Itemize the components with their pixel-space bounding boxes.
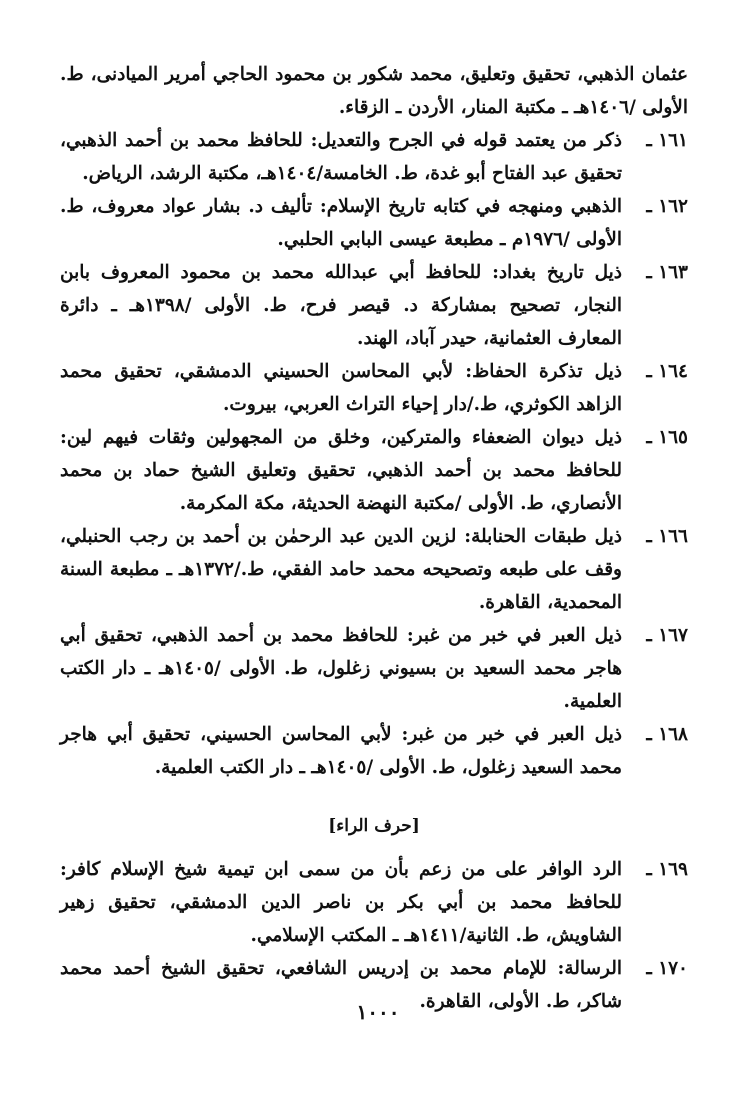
entry-text: عثمان الذهبي، تحقيق وتعليق، محمد شكور بن محمود الحاجي أمرير الميادنی، ط. الأولى /١٤٠٦هـ ـ مكتبة المنار، الأردن ـ الزقاء.: [60, 64, 688, 118]
entry-text: ذكر من يعتمد قوله في الجرح والتعديل: للحافظ محمد بن أحمد الذهبي، تحقيق عبد الفتاح أبو غدة، ط. الخامسة/١٤٠٤هـ، مكتبة الرشد، الرياض.: [60, 130, 622, 184]
bibliography-entry: [60, 853, 688, 952]
entry-number: ١٦١ ـ: [646, 130, 688, 151]
entry-number: ١٦٥ ـ: [646, 427, 688, 448]
bibliography-entry: [60, 421, 688, 520]
bibliography-entry: [60, 190, 688, 256]
entry-number: ١٦٦ ـ: [646, 526, 688, 547]
page-number: ١٠٠٠: [356, 1000, 400, 1024]
bibliography-entry: [60, 520, 688, 619]
entry-number: ١٦٢ ـ: [646, 196, 688, 217]
entry-number: ١٦٩ ـ: [646, 859, 688, 880]
bibliography-entry: [60, 619, 688, 718]
entry-text: ذيل العبر في خبر من غبر: لأبي المحاسن الحسيني، تحقيق أبي هاجر محمد السعيد زغلول، ط. الأولى /١٤٠٥هـ ـ دار الكتب العلمية.: [60, 724, 622, 778]
bibliography-entry: [60, 58, 688, 124]
bibliography-entry: [60, 256, 688, 355]
entry-text: ذيل طبقات الحنابلة: لزين الدين عبد الرحمٰن بن أحمد بن رجب الحنبلي، وقف على طبعه وتصحيحه محمد حامد الفقي، ط./١٣٧٢هـ ـ مطبعة السنة المحمدية، القاهرة.: [60, 526, 622, 613]
entry-text: ذيل العبر في خبر من غبر: للحافظ محمد بن أحمد الذهبي، تحقيق أبي هاجر محمد السعيد بن بسيوني زغلول، ط. الأولى /١٤٠٥هـ ـ دار الكتب العلمية.: [60, 625, 622, 712]
bibliography-entry: [60, 718, 688, 784]
bibliography-page: [60, 58, 688, 1018]
section-heading: [حرف الراء]: [328, 816, 420, 836]
entry-number: ١٧٠ ـ: [646, 958, 688, 979]
bibliography-entry: [60, 355, 688, 421]
entry-number: ١٦٧ ـ: [646, 625, 688, 646]
entry-number: ١٦٤ ـ: [646, 361, 688, 382]
entry-text: الذهبي ومنهجه في كتابه تاريخ الإسلام: تأليف د. بشار عواد معروف، ط. الأولى /١٩٧٦م ـ مطبعة عيسى البابي الحلبي.: [60, 196, 622, 250]
entry-text: ذيل تاريخ بغداد: للحافظ أبي عبدالله محمد بن محمود المعروف بابن النجار، تصحيح بمشاركة د. قيصر فرح، ط. الأولى /١٣٩٨هـ ـ دائرة المعارف العثمانية، حيدر آباد، الهند.: [60, 262, 622, 349]
entry-text: ذيل تذكرة الحفاظ: لأبي المحاسن الحسيني الدمشقي، تحقيق محمد الزاهد الكوثري، ط./دار إحياء التراث العربي، بيروت.: [60, 361, 622, 415]
entry-text: الرسالة: للإمام محمد بن إدريس الشافعي، تحقيق الشيخ أحمد محمد شاكر، ط. الأولى، القاهرة.: [60, 958, 622, 1012]
entry-number: ١٦٣ ـ: [646, 262, 688, 283]
entry-number: ١٦٨ ـ: [646, 724, 688, 745]
bibliography-entry: [60, 124, 688, 190]
entry-text: ذيل ديوان الضعفاء والمتركين، وخلق من المجهولين وثقات فيهم لين: للحافظ محمد بن أحمد الذهبي، تحقيق وتعليق الشيخ حماد بن محمد الأنصاري، ط. الأولى /مكتبة النهضة الحديثة، مكة المكرمة.: [60, 427, 622, 514]
entry-text: الرد الوافر على من زعم بأن من سمى ابن تيمية شيخ الإسلام كافر: للحافظ محمد بن أبي بكر بن ناصر الدين الدمشقي، تحقيق زهير الشاويش، ط. الثانية/١٤١١هـ ـ المكتب الإسلامي.: [60, 859, 622, 946]
